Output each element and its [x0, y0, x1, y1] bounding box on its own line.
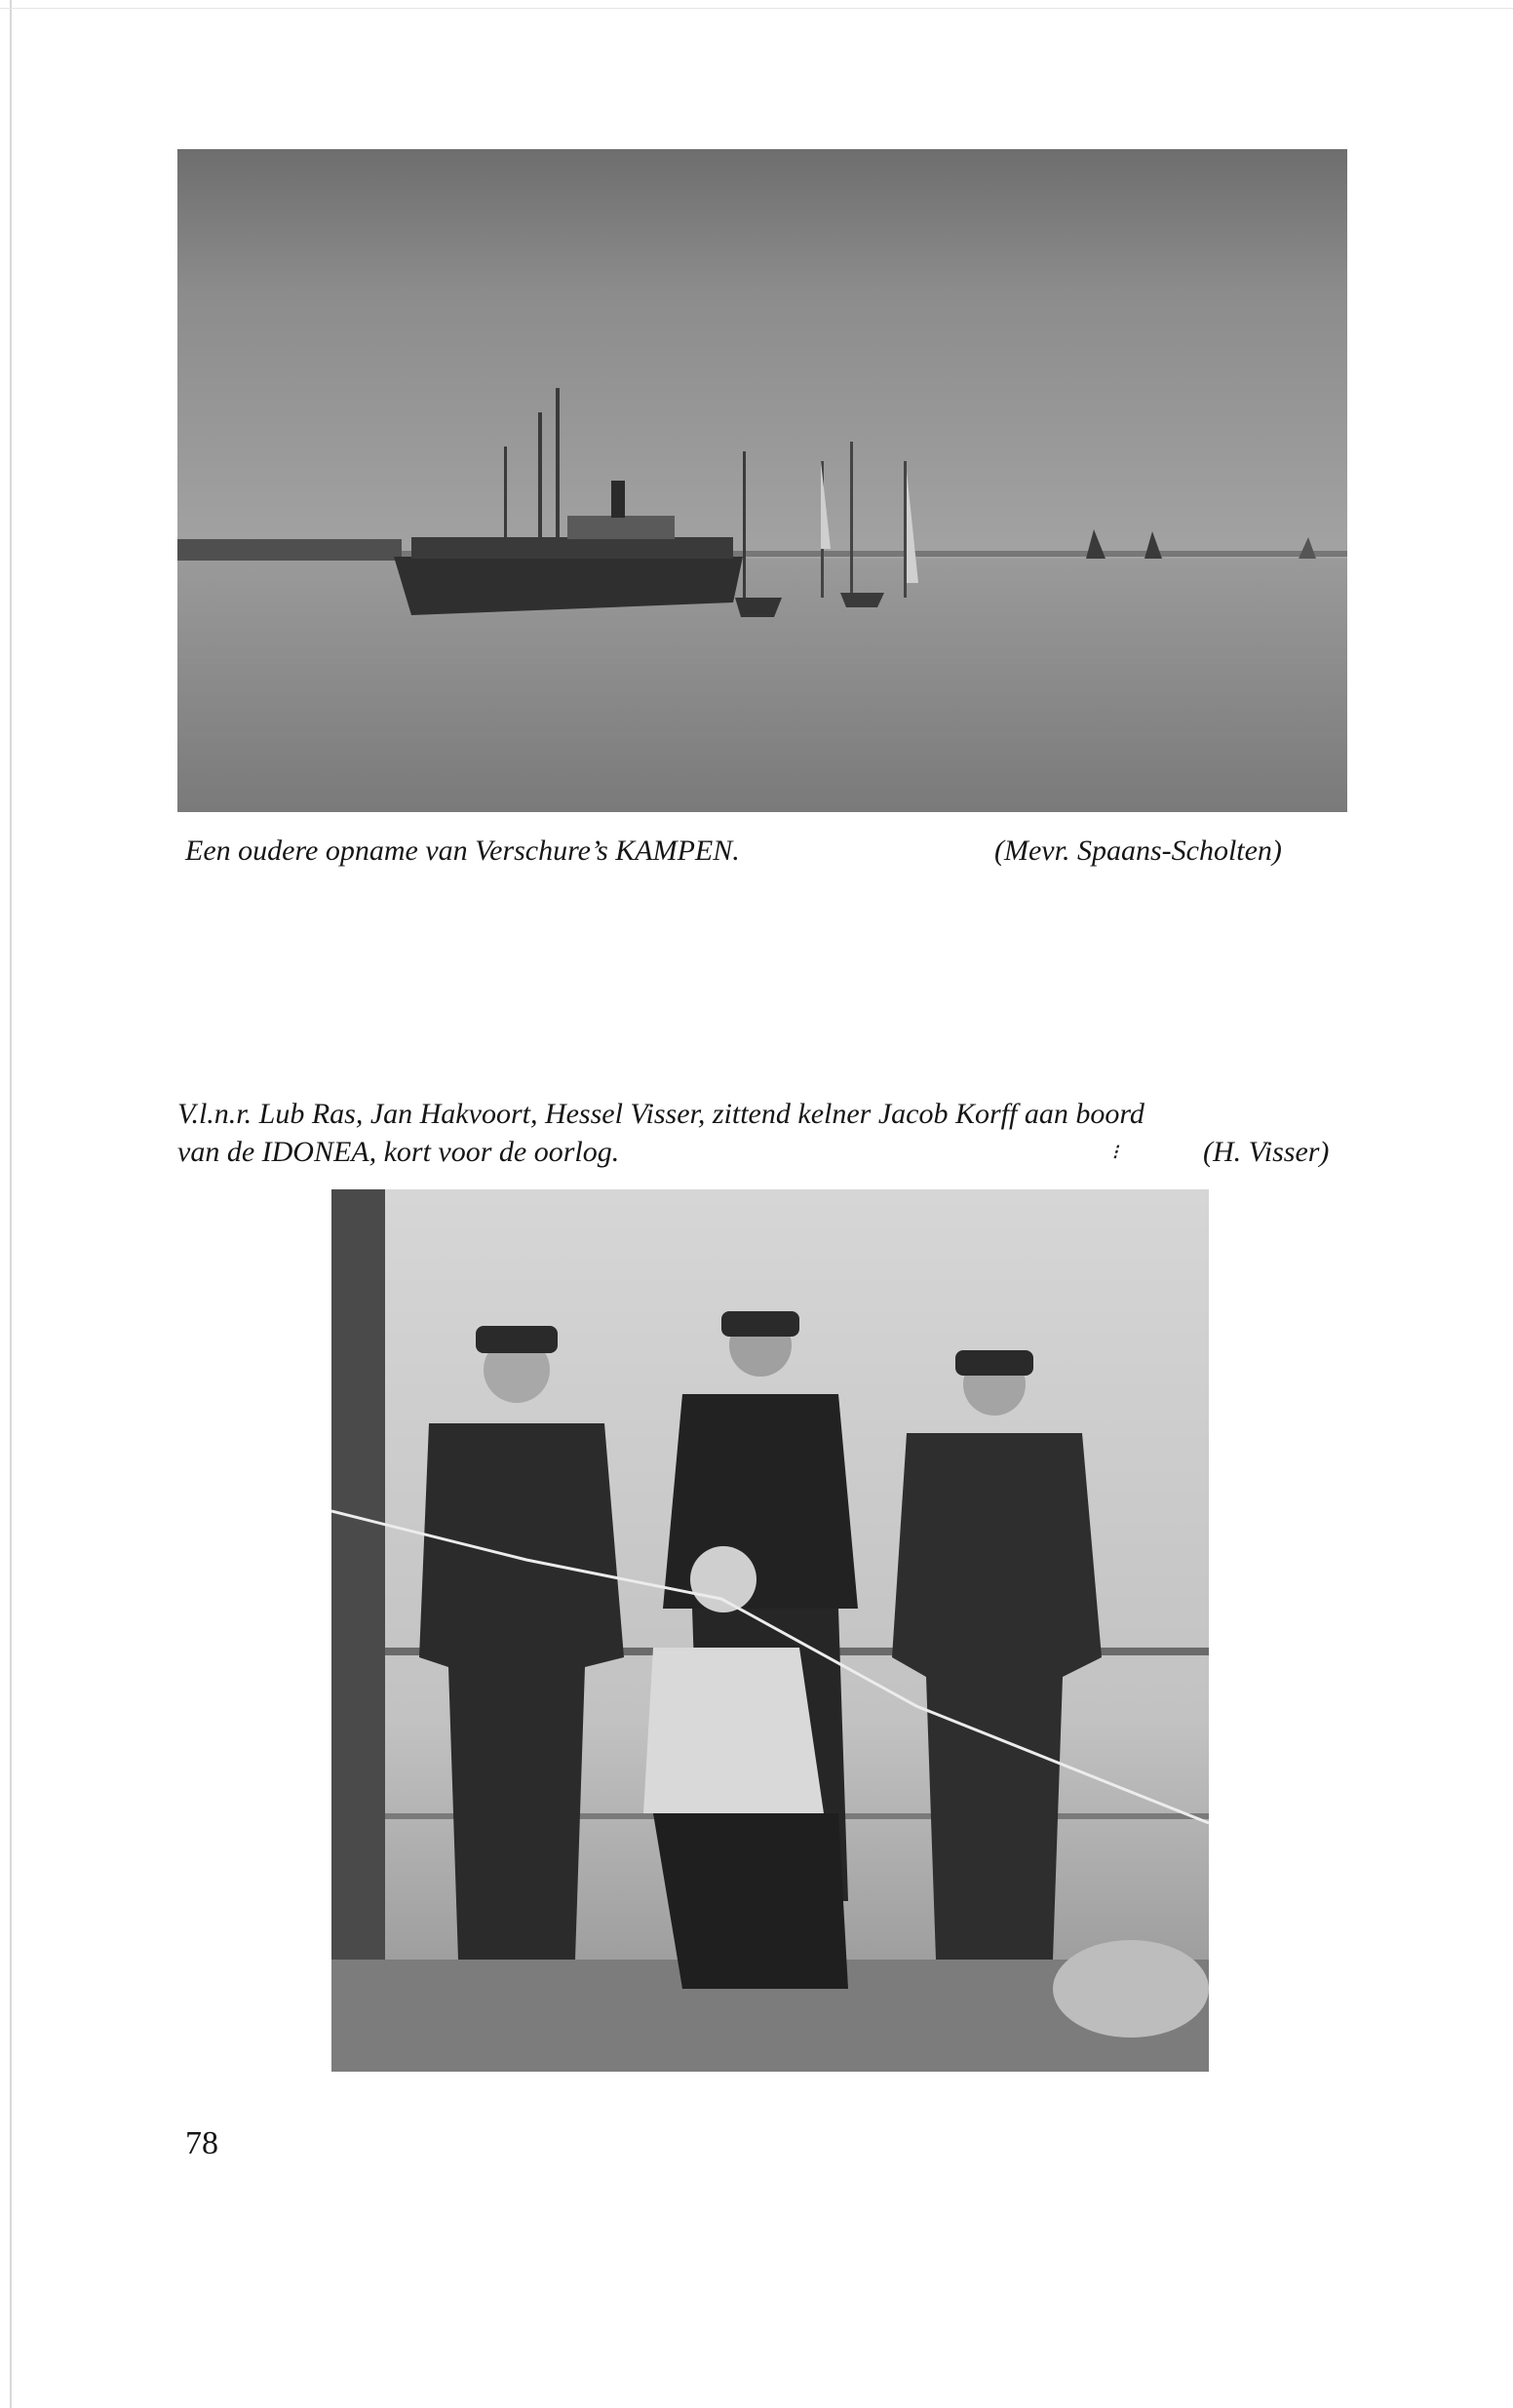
- photo-1-caption: Een oudere opname van Verschure’s KAMPEN.: [185, 835, 740, 867]
- photo-2-caption-line-1: V.l.n.r. Lub Ras, Jan Hakvoort, Hessel Visser, zittend kelner Jacob Korff aan boord: [177, 1098, 1144, 1130]
- photo-image: [177, 149, 1347, 812]
- page-edge: [10, 0, 12, 2408]
- photo-2-mark: ⁝: [1111, 1140, 1118, 1164]
- crew-group-photo: [331, 1189, 1209, 2072]
- photo-2-caption-line-2: van de IDONEA, kort voor de oorlog.: [177, 1136, 620, 1168]
- photo-1-credit: (Mevr. Spaans-Scholten): [994, 835, 1282, 867]
- photo-image: [331, 1189, 1209, 2072]
- photo-2-credit: (H. Visser): [1203, 1136, 1330, 1168]
- top-rule: [0, 8, 1513, 9]
- page-number: 78: [185, 2125, 218, 2161]
- harbor-steamship-photo: [177, 149, 1347, 812]
